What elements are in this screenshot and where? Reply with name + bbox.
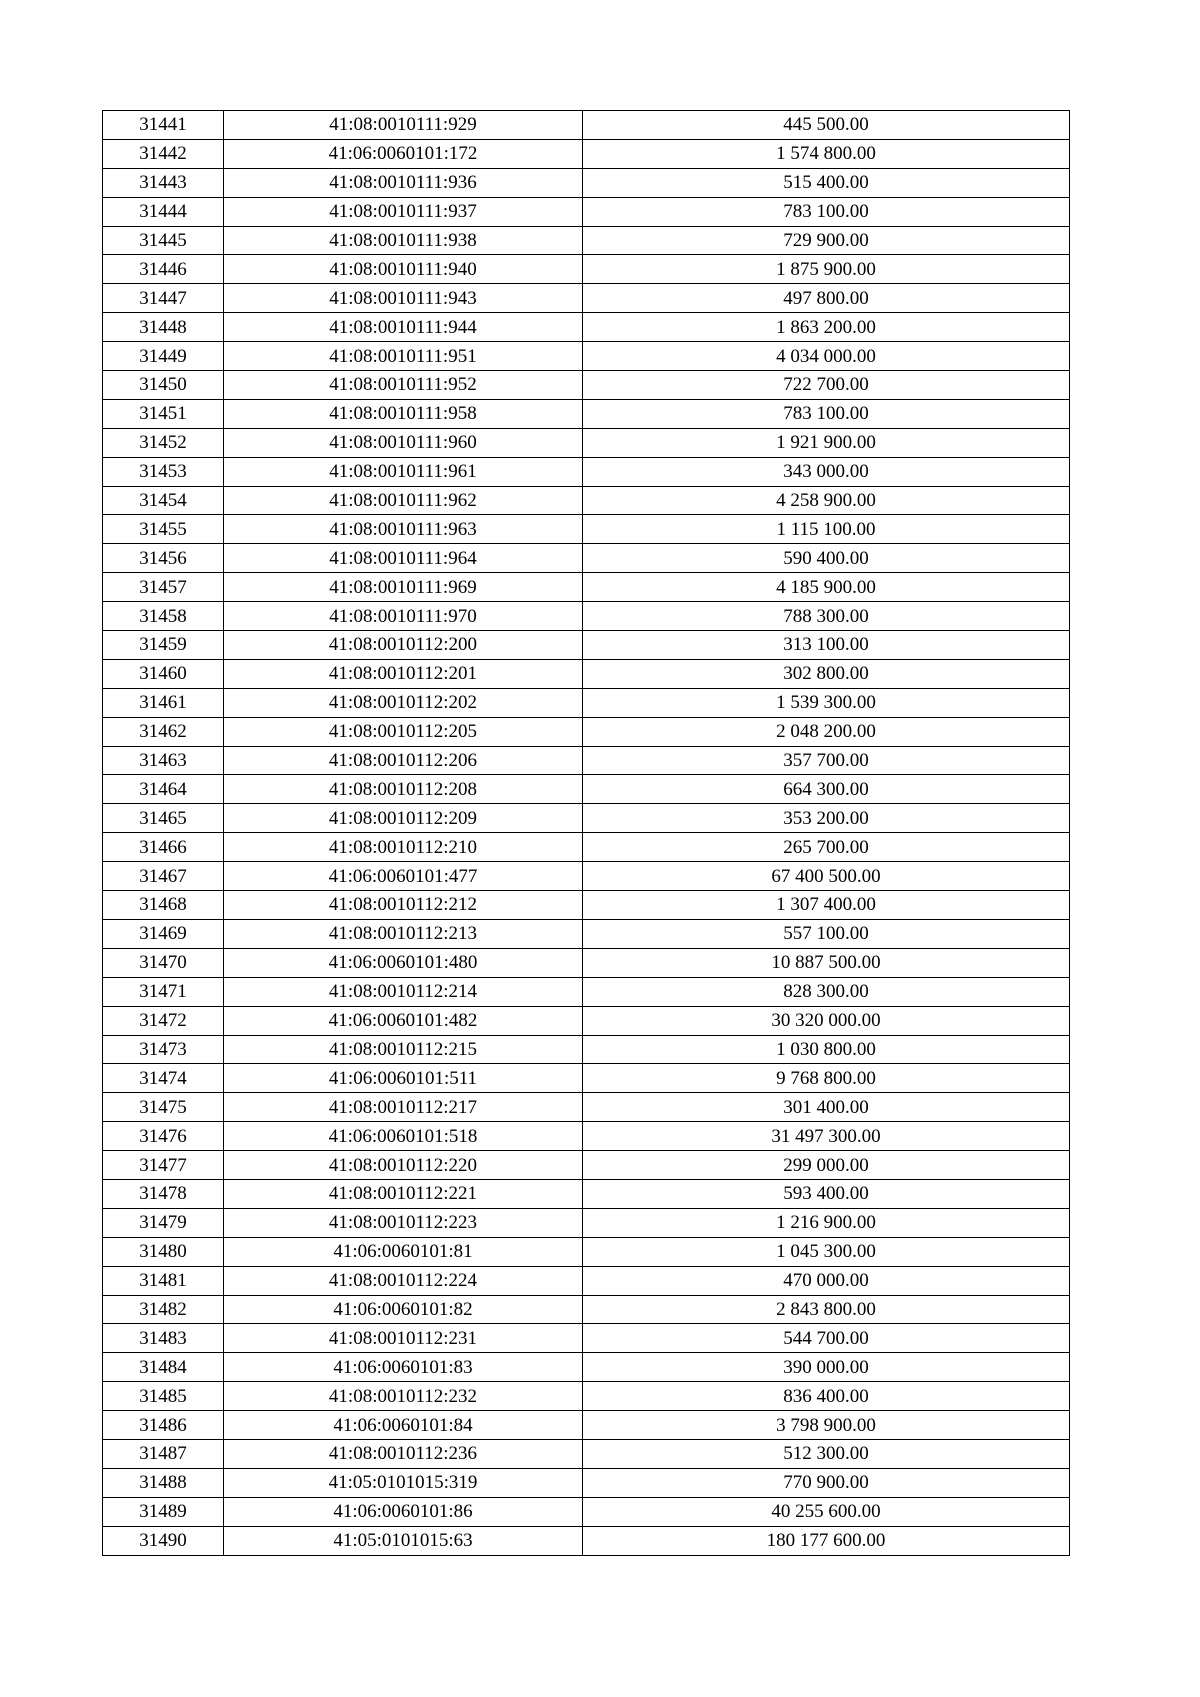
table-row [103, 371, 1070, 400]
table-body [103, 111, 1070, 1556]
cadastral-value-cell: 2 843 800.00 [583, 1295, 1070, 1324]
table-row [103, 313, 1070, 342]
cadastral-value-cell: 1 045 300.00 [583, 1237, 1070, 1266]
cadastral-number-cell: 41:08:0010111:970 [224, 602, 583, 631]
row-number-cell: 31446 [103, 255, 224, 284]
row-number-cell: 31466 [103, 833, 224, 862]
cadastral-number-cell: 41:08:0010111:969 [224, 573, 583, 602]
table-row [103, 111, 1070, 140]
cadastral-number-cell: 41:08:0010112:236 [224, 1439, 583, 1468]
cadastral-number-cell: 41:08:0010111:940 [224, 255, 583, 284]
table-row [103, 602, 1070, 631]
cadastral-value-cell: 1 875 900.00 [583, 255, 1070, 284]
cadastral-number-cell: 41:08:0010111:964 [224, 544, 583, 573]
cadastral-value-cell: 544 700.00 [583, 1324, 1070, 1353]
table-row [103, 688, 1070, 717]
row-number-cell: 31487 [103, 1439, 224, 1468]
cadastral-value-cell: 357 700.00 [583, 746, 1070, 775]
table-row [103, 515, 1070, 544]
row-number-cell: 31486 [103, 1411, 224, 1440]
cadastral-value-cell: 3 798 900.00 [583, 1411, 1070, 1440]
table-row [103, 1266, 1070, 1295]
row-number-cell: 31480 [103, 1237, 224, 1266]
cadastral-value-cell: 515 400.00 [583, 168, 1070, 197]
row-number-cell: 31476 [103, 1122, 224, 1151]
cadastral-value-cell: 836 400.00 [583, 1382, 1070, 1411]
cadastral-value-cell: 10 887 500.00 [583, 948, 1070, 977]
row-number-cell: 31441 [103, 111, 224, 140]
cadastral-number-cell: 41:05:0101015:319 [224, 1468, 583, 1497]
row-number-cell: 31472 [103, 1006, 224, 1035]
cadastral-number-cell: 41:08:0010112:209 [224, 804, 583, 833]
cadastral-number-cell: 41:06:0060101:480 [224, 948, 583, 977]
cadastral-value-cell: 353 200.00 [583, 804, 1070, 833]
table-row [103, 804, 1070, 833]
table-row [103, 1179, 1070, 1208]
table-row [103, 1208, 1070, 1237]
row-number-cell: 31463 [103, 746, 224, 775]
table-row [103, 457, 1070, 486]
table-row [103, 428, 1070, 457]
cadastral-value-cell: 67 400 500.00 [583, 862, 1070, 891]
row-number-cell: 31471 [103, 977, 224, 1006]
cadastral-number-cell: 41:08:0010112:232 [224, 1382, 583, 1411]
cadastral-number-cell: 41:08:0010111:938 [224, 226, 583, 255]
table-row [103, 1237, 1070, 1266]
table-row [103, 1295, 1070, 1324]
row-number-cell: 31457 [103, 573, 224, 602]
row-number-cell: 31445 [103, 226, 224, 255]
table-row [103, 775, 1070, 804]
table-row [103, 1382, 1070, 1411]
table-row [103, 1468, 1070, 1497]
row-number-cell: 31475 [103, 1093, 224, 1122]
cadastral-number-cell: 41:08:0010112:217 [224, 1093, 583, 1122]
cadastral-value-cell: 4 034 000.00 [583, 342, 1070, 371]
table-row [103, 1006, 1070, 1035]
cadastral-number-cell: 41:06:0060101:84 [224, 1411, 583, 1440]
cadastral-number-cell: 41:08:0010111:952 [224, 371, 583, 400]
cadastral-value-table [102, 110, 1070, 1556]
cadastral-value-cell: 593 400.00 [583, 1179, 1070, 1208]
row-number-cell: 31454 [103, 486, 224, 515]
cadastral-number-cell: 41:06:0060101:172 [224, 139, 583, 168]
cadastral-value-cell: 1 921 900.00 [583, 428, 1070, 457]
table-row [103, 1411, 1070, 1440]
cadastral-number-cell: 41:08:0010112:224 [224, 1266, 583, 1295]
cadastral-value-cell: 828 300.00 [583, 977, 1070, 1006]
row-number-cell: 31442 [103, 139, 224, 168]
cadastral-number-cell: 41:08:0010112:205 [224, 717, 583, 746]
row-number-cell: 31468 [103, 891, 224, 920]
cadastral-number-cell: 41:08:0010112:202 [224, 688, 583, 717]
row-number-cell: 31447 [103, 284, 224, 313]
row-number-cell: 31453 [103, 457, 224, 486]
cadastral-number-cell: 41:08:0010112:214 [224, 977, 583, 1006]
row-number-cell: 31474 [103, 1064, 224, 1093]
cadastral-value-cell: 1 115 100.00 [583, 515, 1070, 544]
table-row [103, 1439, 1070, 1468]
cadastral-number-cell: 41:08:0010111:963 [224, 515, 583, 544]
row-number-cell: 31456 [103, 544, 224, 573]
cadastral-value-cell: 390 000.00 [583, 1353, 1070, 1382]
table-row [103, 1035, 1070, 1064]
cadastral-value-cell: 313 100.00 [583, 631, 1070, 660]
cadastral-number-cell: 41:08:0010111:958 [224, 399, 583, 428]
table-row [103, 573, 1070, 602]
row-number-cell: 31488 [103, 1468, 224, 1497]
row-number-cell: 31458 [103, 602, 224, 631]
cadastral-value-cell: 783 100.00 [583, 399, 1070, 428]
table-row [103, 891, 1070, 920]
table-row [103, 1093, 1070, 1122]
cadastral-number-cell: 41:08:0010111:944 [224, 313, 583, 342]
cadastral-value-cell: 590 400.00 [583, 544, 1070, 573]
cadastral-value-cell: 9 768 800.00 [583, 1064, 1070, 1093]
cadastral-value-cell: 722 700.00 [583, 371, 1070, 400]
row-number-cell: 31459 [103, 631, 224, 660]
row-number-cell: 31485 [103, 1382, 224, 1411]
cadastral-value-cell: 1 574 800.00 [583, 139, 1070, 168]
row-number-cell: 31479 [103, 1208, 224, 1237]
cadastral-number-cell: 41:08:0010111:929 [224, 111, 583, 140]
cadastral-number-cell: 41:06:0060101:518 [224, 1122, 583, 1151]
row-number-cell: 31473 [103, 1035, 224, 1064]
cadastral-number-cell: 41:08:0010111:960 [224, 428, 583, 457]
cadastral-value-cell: 180 177 600.00 [583, 1526, 1070, 1555]
cadastral-value-cell: 1 307 400.00 [583, 891, 1070, 920]
row-number-cell: 31470 [103, 948, 224, 977]
cadastral-value-cell: 470 000.00 [583, 1266, 1070, 1295]
table-row [103, 1324, 1070, 1353]
cadastral-value-cell: 302 800.00 [583, 659, 1070, 688]
table-row [103, 833, 1070, 862]
cadastral-value-cell: 729 900.00 [583, 226, 1070, 255]
cadastral-value-cell: 31 497 300.00 [583, 1122, 1070, 1151]
row-number-cell: 31461 [103, 688, 224, 717]
cadastral-value-cell: 30 320 000.00 [583, 1006, 1070, 1035]
cadastral-number-cell: 41:08:0010112:210 [224, 833, 583, 862]
cadastral-number-cell: 41:06:0060101:482 [224, 1006, 583, 1035]
row-number-cell: 31482 [103, 1295, 224, 1324]
cadastral-number-cell: 41:08:0010112:201 [224, 659, 583, 688]
cadastral-value-cell: 497 800.00 [583, 284, 1070, 313]
table-row [103, 1526, 1070, 1555]
cadastral-value-cell: 343 000.00 [583, 457, 1070, 486]
row-number-cell: 31464 [103, 775, 224, 804]
table-row [103, 197, 1070, 226]
table-row [103, 226, 1070, 255]
row-number-cell: 31452 [103, 428, 224, 457]
row-number-cell: 31478 [103, 1179, 224, 1208]
table-row [103, 342, 1070, 371]
row-number-cell: 31465 [103, 804, 224, 833]
table-row [103, 486, 1070, 515]
table-row [103, 255, 1070, 284]
cadastral-value-cell: 1 030 800.00 [583, 1035, 1070, 1064]
cadastral-number-cell: 41:08:0010112:215 [224, 1035, 583, 1064]
cadastral-number-cell: 41:08:0010112:231 [224, 1324, 583, 1353]
row-number-cell: 31443 [103, 168, 224, 197]
table-row [103, 659, 1070, 688]
cadastral-number-cell: 41:08:0010112:208 [224, 775, 583, 804]
table-row [103, 284, 1070, 313]
cadastral-value-cell: 788 300.00 [583, 602, 1070, 631]
cadastral-value-cell: 301 400.00 [583, 1093, 1070, 1122]
cadastral-number-cell: 41:06:0060101:86 [224, 1497, 583, 1526]
table-row [103, 717, 1070, 746]
table-row [103, 1064, 1070, 1093]
cadastral-number-cell: 41:08:0010112:221 [224, 1179, 583, 1208]
cadastral-number-cell: 41:06:0060101:511 [224, 1064, 583, 1093]
table-row [103, 1122, 1070, 1151]
cadastral-value-cell: 557 100.00 [583, 919, 1070, 948]
table-row [103, 977, 1070, 1006]
cadastral-value-cell: 1 539 300.00 [583, 688, 1070, 717]
table-row [103, 399, 1070, 428]
cadastral-value-cell: 2 048 200.00 [583, 717, 1070, 746]
row-number-cell: 31483 [103, 1324, 224, 1353]
row-number-cell: 31444 [103, 197, 224, 226]
row-number-cell: 31467 [103, 862, 224, 891]
row-number-cell: 31450 [103, 371, 224, 400]
cadastral-value-cell: 1 216 900.00 [583, 1208, 1070, 1237]
cadastral-value-cell: 783 100.00 [583, 197, 1070, 226]
row-number-cell: 31449 [103, 342, 224, 371]
cadastral-number-cell: 41:08:0010112:213 [224, 919, 583, 948]
table-row [103, 631, 1070, 660]
cadastral-value-cell: 40 255 600.00 [583, 1497, 1070, 1526]
cadastral-number-cell: 41:08:0010112:206 [224, 746, 583, 775]
cadastral-number-cell: 41:08:0010112:200 [224, 631, 583, 660]
cadastral-value-cell: 265 700.00 [583, 833, 1070, 862]
cadastral-number-cell: 41:08:0010111:943 [224, 284, 583, 313]
row-number-cell: 31477 [103, 1151, 224, 1180]
cadastral-value-cell: 445 500.00 [583, 111, 1070, 140]
cadastral-number-cell: 41:05:0101015:63 [224, 1526, 583, 1555]
cadastral-number-cell: 41:08:0010111:951 [224, 342, 583, 371]
cadastral-number-cell: 41:08:0010111:937 [224, 197, 583, 226]
row-number-cell: 31462 [103, 717, 224, 746]
cadastral-number-cell: 41:08:0010111:936 [224, 168, 583, 197]
cadastral-value-cell: 4 185 900.00 [583, 573, 1070, 602]
cadastral-number-cell: 41:06:0060101:82 [224, 1295, 583, 1324]
cadastral-value-cell: 770 900.00 [583, 1468, 1070, 1497]
row-number-cell: 31448 [103, 313, 224, 342]
table-row [103, 544, 1070, 573]
cadastral-number-cell: 41:08:0010112:212 [224, 891, 583, 920]
cadastral-value-cell: 4 258 900.00 [583, 486, 1070, 515]
table-row [103, 1353, 1070, 1382]
cadastral-value-cell: 1 863 200.00 [583, 313, 1070, 342]
table-row [103, 862, 1070, 891]
row-number-cell: 31489 [103, 1497, 224, 1526]
table-row [103, 168, 1070, 197]
row-number-cell: 31481 [103, 1266, 224, 1295]
row-number-cell: 31451 [103, 399, 224, 428]
table-row [103, 948, 1070, 977]
cadastral-value-cell: 512 300.00 [583, 1439, 1070, 1468]
cadastral-value-cell: 664 300.00 [583, 775, 1070, 804]
cadastral-number-cell: 41:08:0010112:223 [224, 1208, 583, 1237]
row-number-cell: 31469 [103, 919, 224, 948]
cadastral-number-cell: 41:08:0010112:220 [224, 1151, 583, 1180]
table-row [103, 746, 1070, 775]
cadastral-number-cell: 41:06:0060101:83 [224, 1353, 583, 1382]
row-number-cell: 31455 [103, 515, 224, 544]
cadastral-value-cell: 299 000.00 [583, 1151, 1070, 1180]
row-number-cell: 31490 [103, 1526, 224, 1555]
cadastral-number-cell: 41:08:0010111:962 [224, 486, 583, 515]
table-row [103, 919, 1070, 948]
cadastral-number-cell: 41:06:0060101:81 [224, 1237, 583, 1266]
row-number-cell: 31484 [103, 1353, 224, 1382]
table-row [103, 1497, 1070, 1526]
row-number-cell: 31460 [103, 659, 224, 688]
cadastral-number-cell: 41:08:0010111:961 [224, 457, 583, 486]
table-row [103, 139, 1070, 168]
table-row [103, 1151, 1070, 1180]
cadastral-number-cell: 41:06:0060101:477 [224, 862, 583, 891]
